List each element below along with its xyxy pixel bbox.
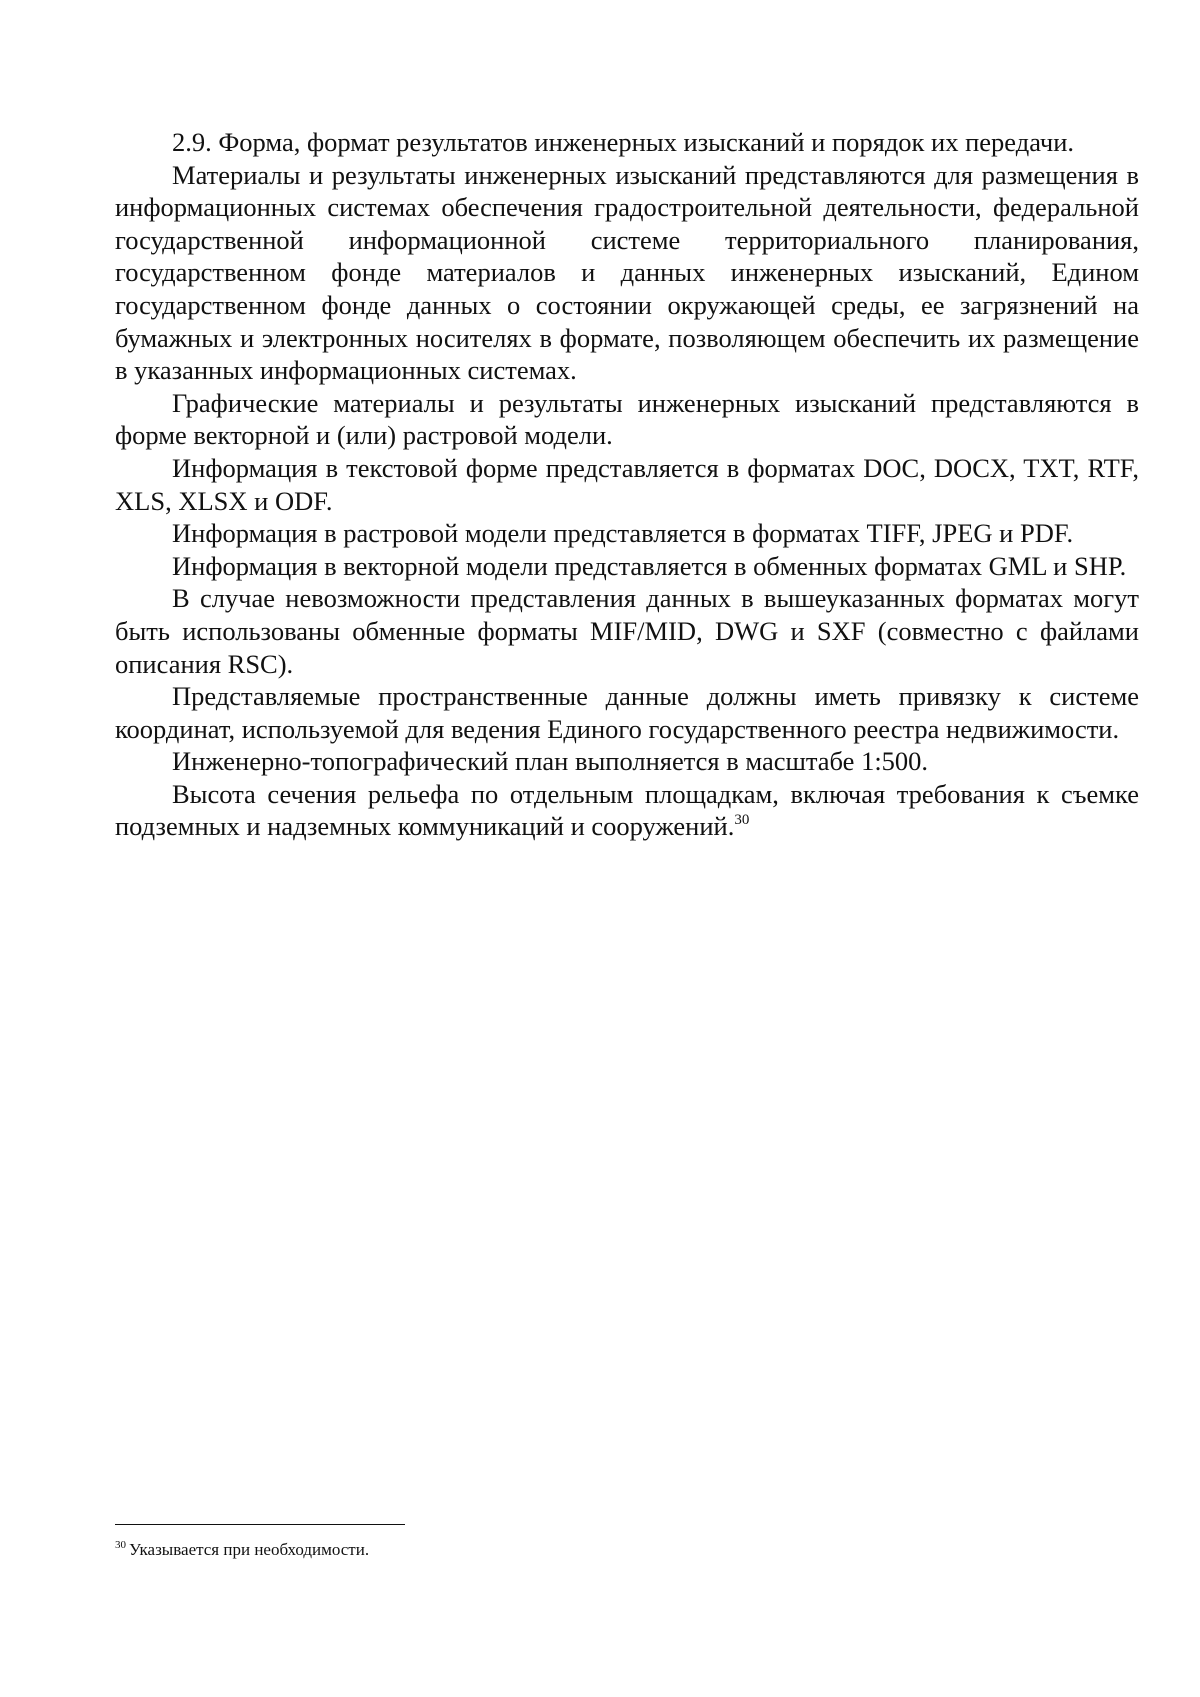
paragraph-raster-formats: Информация в растровой модели представляется в форматах TIFF, JPEG и PDF.	[172, 518, 1074, 549]
paragraph-exchange-formats: В случае невозможности представления данных в вышеуказанных форматах могут быть использованы обменные форматы MIF/MID, DWG и SXF (совместно с файлами описания RSC).	[115, 583, 1139, 679]
paragraph-relief-section	[115, 778, 1139, 843]
paragraph-plan-scale: Инженерно-топографический план выполняется в масштабе 1:500.	[172, 746, 929, 777]
section-heading: 2.9. Форма, формат результатов инженерных изысканий и порядок их передачи.	[172, 127, 1075, 157]
footnote-number: 30	[115, 1539, 126, 1552]
paragraph-graphic-materials: Графические материалы и результаты инженерных изысканий представляются в форме векторной и (или) растровой модели.	[115, 387, 1139, 451]
paragraph-coordinate-system: Представляемые пространственные данные должны иметь привязку к системе координат, используемой для ведения Единого государственного реестра недвижимости.	[115, 681, 1139, 744]
paragraph-text-formats: Информация в текстовой форме представляется в форматах DOC, DOCX, TXT, RTF, XLS, XLSX и ODF.	[115, 452, 1139, 516]
paragraph-materials-placement: Материалы и результаты инженерных изысканий представляются для размещения в информационных системах обеспечения градостроительной деятельности, федеральной государственной информационной системе территориального планирования, государственном фонде материалов и данных инженерных изысканий, Едином государственном фонде данных о состоянии окружающей среды, ее загрязнений на бумажных и электронных носителях в формате, позволяющем обеспечить их размещение в указанных информационных системах.	[115, 159, 1139, 386]
paragraph-vector-formats: Информация в векторной модели представляется в обменных форматах GML и SHP.	[172, 550, 1127, 581]
footnote	[115, 1539, 369, 1561]
relief-section-text: Высота сечения рельефа по отдельным площадкам, включая требования к съемке подземных и надземных коммуникаций и сооружений.	[115, 778, 1139, 842]
footnote-reference[interactable]: 30	[734, 811, 750, 828]
footnote-text: Указывается при необходимости.	[129, 1540, 370, 1559]
footnote-separator	[115, 1524, 405, 1525]
document-body	[115, 126, 1139, 843]
